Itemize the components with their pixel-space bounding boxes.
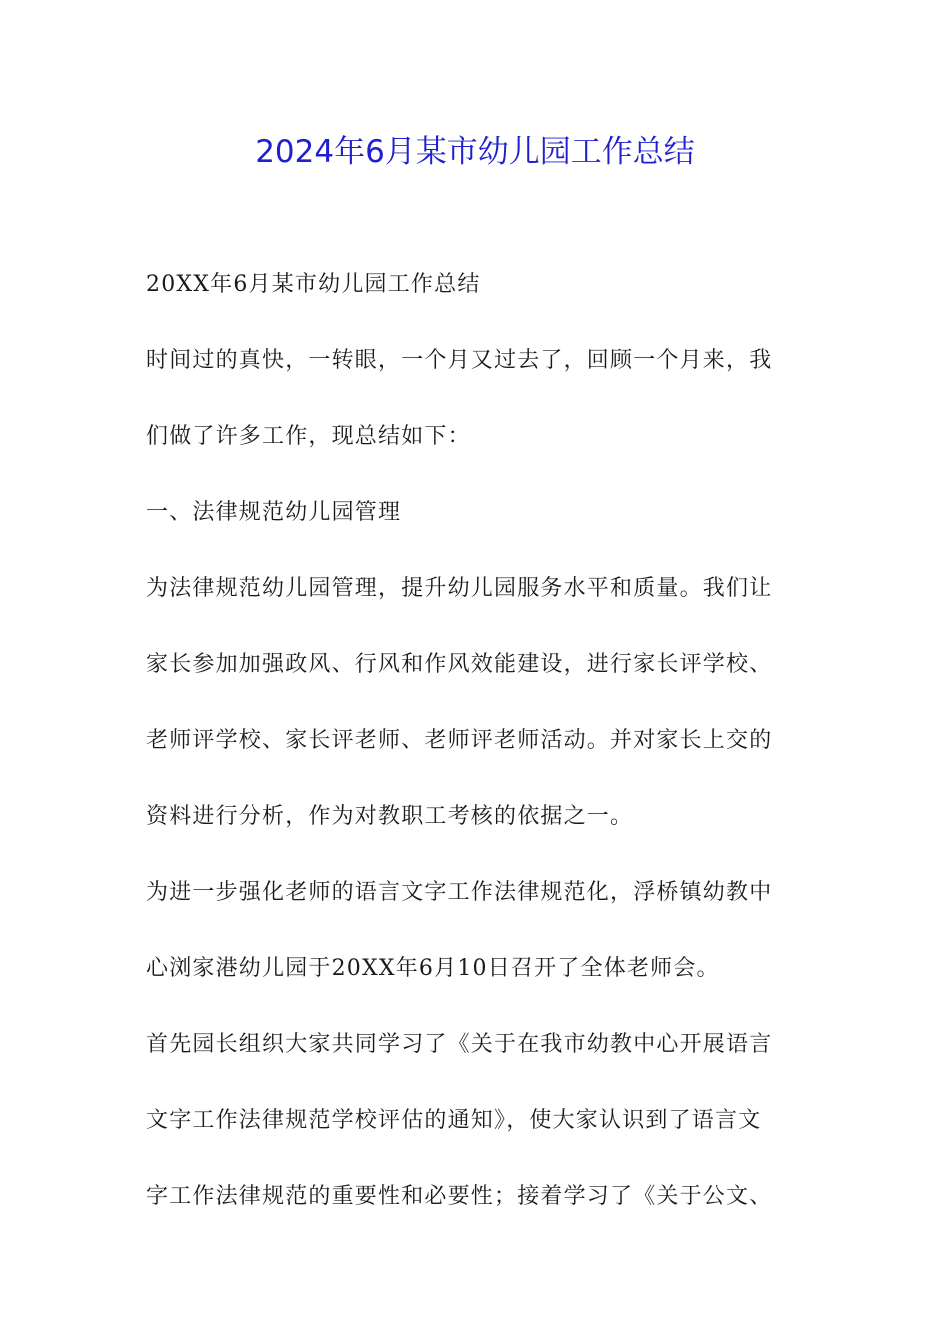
- paragraph-line: 老师评学校、家长评老师、老师评老师活动。并对家长上交的: [146, 728, 773, 753]
- paragraph-line: 时间过的真快，一转眼，一个月又过去了，回顾一个月来，我: [146, 348, 773, 373]
- paragraph-line: 字工作法律规范的重要性和必要性；接着学习了《关于公文、: [146, 1184, 773, 1209]
- paragraph-line: 资料进行分析，作为对教职工考核的依据之一。: [146, 804, 634, 829]
- document-title: 2024年6月某市幼儿园工作总结: [255, 134, 695, 170]
- document-body: [146, 262, 806, 1250]
- paragraph-line: 文字工作法律规范学校评估的通知》，使大家认识到了语言文: [146, 1108, 762, 1133]
- section-heading: 一、法律规范幼儿园管理: [146, 500, 402, 525]
- paragraph-line: 家长参加加强政风、行风和作风效能建设，进行家长评学校、: [146, 652, 773, 677]
- paragraph-line: 们做了许多工作，现总结如下：: [146, 424, 471, 449]
- paragraph-line: 心浏家港幼儿园于20XX年6月10日召开了全体老师会。: [146, 956, 720, 981]
- paragraph-line: 为法律规范幼儿园管理，提升幼儿园服务水平和质量。我们让: [146, 576, 773, 601]
- subtitle-line: 20XX年6月某市幼儿园工作总结: [146, 272, 481, 297]
- paragraph-line: 为进一步强化老师的语言文字工作法律规范化，浮桥镇幼教中: [146, 880, 773, 905]
- paragraph-line: 首先园长组织大家共同学习了《关于在我市幼教中心开展语言: [146, 1032, 773, 1057]
